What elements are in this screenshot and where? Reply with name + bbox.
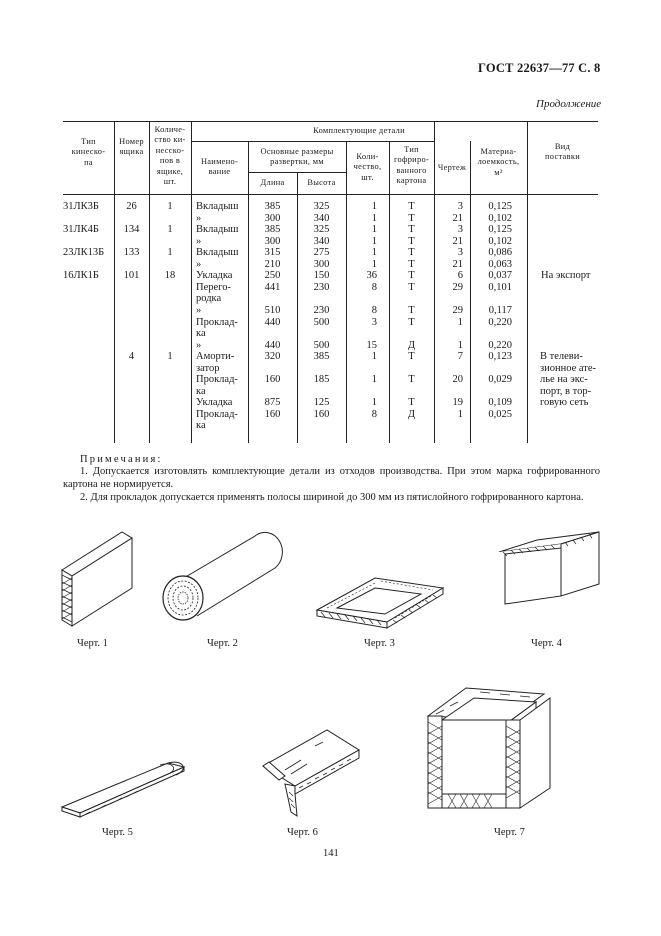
cell-height: 385 <box>313 351 330 363</box>
cell-height: 300 <box>313 258 330 270</box>
header-name: Наимено- вание <box>200 157 239 177</box>
cell-name: » <box>196 339 202 351</box>
figure-7-icon <box>420 680 570 820</box>
cell-material: 0,063 <box>488 258 512 270</box>
cell-length: 320 <box>264 351 281 363</box>
cell-qty: 1 <box>167 351 173 363</box>
cell-length: 250 <box>264 270 281 282</box>
cell-height: 185 <box>313 374 330 386</box>
header-length: Длина <box>260 178 285 187</box>
cell-drawing: 6 <box>457 270 463 282</box>
figure-2-icon <box>155 530 285 630</box>
header-box-number: Номер ящика <box>119 137 144 157</box>
header-drawing: Чертеж <box>437 163 467 172</box>
cell-name: ка <box>196 385 206 397</box>
cell-count: 1 <box>371 258 377 270</box>
cell-type: 16ЛК1Б <box>63 270 99 282</box>
cell-name: Укладка <box>196 397 233 409</box>
cell-qty: 1 <box>167 201 173 212</box>
cell-cardboard: Т <box>408 224 415 236</box>
cell-count: 1 <box>371 201 377 212</box>
header-height: Высота <box>307 178 336 187</box>
header-type: Тип кинеско- па <box>71 137 106 167</box>
cell-name: Проклад- <box>196 408 238 420</box>
cell-name: Укладка <box>196 270 233 282</box>
figure-3-icon <box>315 570 445 630</box>
cell-box: 133 <box>123 247 140 259</box>
cell-qty: 1 <box>167 224 173 236</box>
cell-count: 8 <box>371 408 377 420</box>
cell-material: 0,102 <box>488 235 512 247</box>
header-components: Комплектующие детали <box>313 126 405 135</box>
cell-drawing: 7 <box>457 351 463 363</box>
cell-length: 440 <box>264 316 281 328</box>
cell-delivery: порт, в тор- <box>540 385 592 397</box>
header-count: Коли- чество, шт. <box>353 152 382 182</box>
cell-qty: 1 <box>167 247 173 259</box>
cell-height: 325 <box>313 201 330 212</box>
cell-drawing: 19 <box>452 397 463 409</box>
caption-figure-7: Черт. 7 <box>494 827 525 838</box>
cell-name: » <box>196 235 202 247</box>
cell-count: 8 <box>371 281 377 293</box>
cell-delivery: говую сеть <box>540 397 589 409</box>
cell-count: 8 <box>371 304 377 316</box>
cell-name: » <box>196 212 202 224</box>
cell-drawing: 29 <box>452 304 463 316</box>
header-cardboard-type: Тип гофриро- ванного картона <box>393 145 430 186</box>
cell-material: 0,102 <box>488 212 512 224</box>
cell-length: 160 <box>264 374 281 386</box>
cell-cardboard: Т <box>408 374 415 386</box>
cell-cardboard: Д <box>407 408 416 420</box>
cell-count: 1 <box>371 397 377 409</box>
header-delivery: Вид поставки <box>545 142 580 162</box>
cell-name: » <box>196 258 202 270</box>
cell-material: 0,125 <box>488 201 512 212</box>
figure-4-icon <box>495 530 610 625</box>
cell-length: 875 <box>264 397 281 409</box>
cell-name: Вкладыш <box>196 247 239 259</box>
cell-count: 1 <box>371 374 377 386</box>
note-1: 1. Допускается изготовлять комплектующие детали из отходов производства. При этом марка гофрированного картона не нормируется. <box>63 466 600 490</box>
cell-name: Проклад- <box>196 316 238 328</box>
caption-figure-1: Черт. 1 <box>77 638 108 649</box>
cell-drawing: 1 <box>457 316 463 328</box>
cell-name: Вкладыш <box>196 224 239 236</box>
cell-material: 0,101 <box>488 281 512 293</box>
cell-material: 0,125 <box>488 224 512 236</box>
caption-figure-2: Черт. 2 <box>207 638 238 649</box>
cell-material: 0,220 <box>488 339 512 351</box>
cell-count: 1 <box>371 247 377 259</box>
cell-drawing: 3 <box>457 224 463 236</box>
cell-material: 0,086 <box>488 247 512 259</box>
cell-height: 325 <box>313 224 330 236</box>
cell-cardboard: Т <box>408 247 415 259</box>
cell-length: 440 <box>264 339 281 351</box>
cell-drawing: 29 <box>452 281 463 293</box>
cell-count: 1 <box>371 235 377 247</box>
cell-count: 15 <box>366 339 377 351</box>
cell-count: 36 <box>366 270 377 282</box>
cell-cardboard: Т <box>408 212 415 224</box>
cell-delivery: На экспорт <box>541 270 591 282</box>
cell-box: 4 <box>128 351 135 363</box>
header-material: Материа- лоемкость, м² <box>477 147 520 177</box>
cell-height: 500 <box>313 339 330 351</box>
header-dimensions: Основные размеры развертки, мм <box>260 147 334 167</box>
cell-cardboard: Т <box>408 316 415 328</box>
cell-length: 385 <box>264 201 281 212</box>
cell-cardboard: Т <box>408 304 415 316</box>
figure-5-icon <box>60 755 190 820</box>
cell-cardboard: Т <box>408 351 415 363</box>
cell-name: Вкладыш <box>196 201 239 212</box>
cell-type: 31ЛК4Б <box>63 224 99 236</box>
cell-length: 441 <box>264 281 281 293</box>
cell-count: 1 <box>371 212 377 224</box>
cell-name: Аморти- <box>196 351 235 363</box>
cell-qty: 18 <box>164 270 176 282</box>
page-header-title: ГОСТ 22637—77 С. 8 <box>478 61 601 75</box>
cell-cardboard: Т <box>408 258 415 270</box>
caption-figure-3: Черт. 3 <box>364 638 395 649</box>
cell-cardboard: Т <box>408 397 415 409</box>
cell-name: Проклад- <box>196 374 238 386</box>
cell-height: 275 <box>313 247 330 259</box>
cell-drawing: 1 <box>457 339 463 351</box>
cell-height: 340 <box>313 212 330 224</box>
caption-figure-5: Черт. 5 <box>102 827 133 838</box>
cell-material: 0,025 <box>488 408 512 420</box>
cell-type: 23ЛК13Б <box>63 247 105 259</box>
cell-drawing: 3 <box>457 201 463 212</box>
caption-figure-6: Черт. 6 <box>287 827 318 838</box>
cell-material: 0,220 <box>488 316 512 328</box>
figure-6-icon <box>255 720 365 820</box>
cell-height: 340 <box>313 235 330 247</box>
cell-length: 300 <box>264 235 281 247</box>
cell-length: 315 <box>264 247 281 259</box>
cell-name: ка <box>196 328 206 340</box>
cell-length: 210 <box>264 258 281 270</box>
cell-count: 1 <box>371 224 377 236</box>
note-2: 2. Для прокладок допускается применять полосы шириной до 300 мм из пятислойного гофрированного картона. <box>80 492 584 503</box>
page-number: 141 <box>323 848 339 859</box>
cell-height: 160 <box>313 408 330 420</box>
cell-delivery: В телеви- <box>540 351 583 363</box>
cell-cardboard: Т <box>408 235 415 247</box>
cell-length: 510 <box>264 304 281 316</box>
cell-name: ка <box>196 420 206 432</box>
cell-name: затор <box>196 362 220 374</box>
cell-height: 150 <box>313 270 330 282</box>
cell-cardboard: Т <box>408 281 415 293</box>
cell-drawing: 21 <box>452 258 463 270</box>
header-kinescope-qty: Количе- ство ки- несско- пов в ящике, шт. <box>154 125 186 187</box>
cell-drawing: 1 <box>457 408 463 420</box>
cell-cardboard: Д <box>407 339 416 351</box>
figure-1-icon <box>60 530 135 630</box>
cell-material: 0,029 <box>488 374 512 386</box>
cell-name: Перего- <box>196 281 231 293</box>
cell-count: 1 <box>371 351 377 363</box>
cell-height: 125 <box>313 397 330 409</box>
cell-height: 500 <box>313 316 330 328</box>
cell-material: 0,037 <box>488 270 512 282</box>
cell-length: 300 <box>264 212 281 224</box>
cell-delivery: зионное ате- <box>540 362 597 374</box>
cell-material: 0,123 <box>488 351 512 363</box>
cell-type: 31ЛК3Б <box>63 201 99 212</box>
cell-height: 230 <box>313 281 330 293</box>
caption-figure-4: Черт. 4 <box>531 638 562 649</box>
cell-count: 3 <box>371 316 377 328</box>
cell-box: 26 <box>126 201 137 212</box>
cell-drawing: 20 <box>452 374 463 386</box>
cell-material: 0,109 <box>488 397 512 409</box>
cell-name: родка <box>196 293 222 305</box>
cell-cardboard: Т <box>408 201 415 212</box>
cell-length: 160 <box>264 408 281 420</box>
cell-name: » <box>196 304 202 316</box>
cell-drawing: 3 <box>457 247 463 259</box>
notes-title: Примечания: <box>80 454 163 465</box>
cell-box: 134 <box>123 224 140 236</box>
cell-cardboard: Т <box>408 270 415 282</box>
cell-delivery: лье на экс- <box>540 374 588 386</box>
cell-height: 230 <box>313 304 330 316</box>
cell-drawing: 21 <box>452 235 463 247</box>
cell-material: 0,117 <box>488 304 512 316</box>
cell-box: 101 <box>123 270 140 282</box>
cell-drawing: 21 <box>452 212 463 224</box>
continued-label: Продолжение <box>536 98 602 110</box>
cell-length: 385 <box>264 224 281 236</box>
